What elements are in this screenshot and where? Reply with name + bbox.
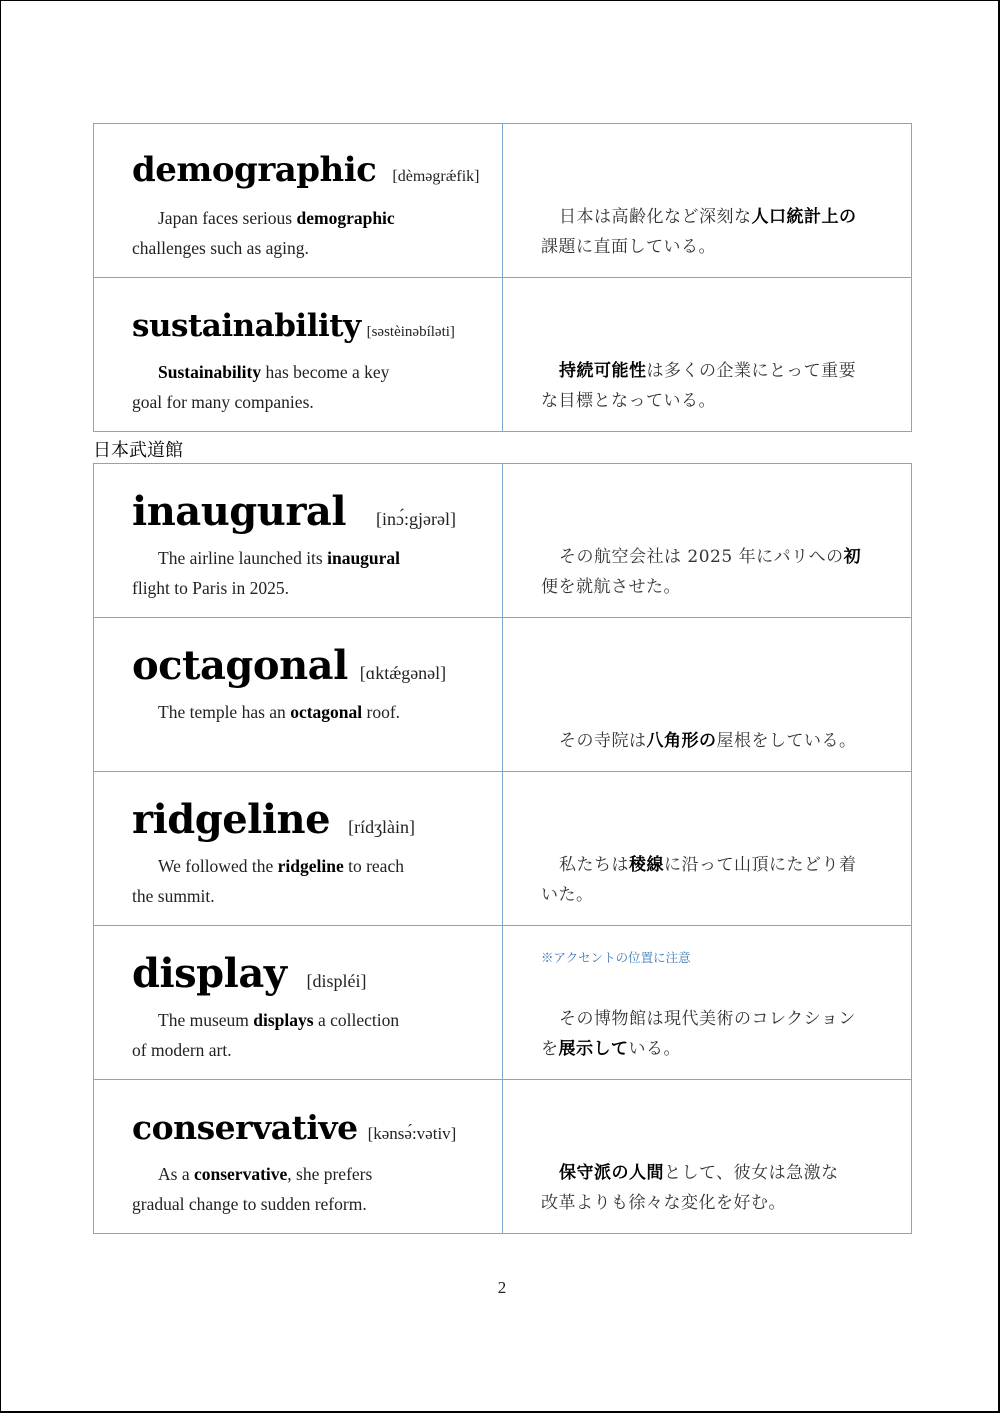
vocab-row (94, 926, 912, 1080)
pronunciation: [ɑktǽgənəl] (359, 663, 447, 683)
highlighted-translation: 初 (843, 547, 862, 567)
pronunciation: [rídʒlàin] (348, 817, 416, 837)
vocab-table-2 (93, 463, 912, 1234)
vocab-entry-cell (94, 772, 503, 926)
japanese-translation: 保守派の人間として、彼女は急激な 改革よりも徐々な変化を好む。 (541, 1163, 839, 1213)
translation-cell (503, 618, 912, 772)
japanese-translation: その寺院は八角形の屋根をしている。 (559, 731, 857, 751)
translation-cell (503, 772, 912, 926)
highlighted-word: displays (253, 1010, 314, 1030)
pronunciation: [səstèinəbíləti] (366, 324, 455, 340)
translation-cell (503, 464, 912, 618)
highlighted-word: conservative (193, 1164, 288, 1184)
vocab-row (94, 772, 912, 926)
highlighted-word: octagonal (290, 702, 363, 722)
pronunciation: [displéi] (306, 971, 367, 991)
translation-cell (503, 1080, 912, 1234)
example-sentence: The airline launched its inaugural flight to Paris in 2025. (132, 548, 401, 598)
vocab-word: demographic (132, 150, 377, 190)
vocab-entry-cell (94, 124, 503, 278)
accent-note: ※アクセントの位置に注意 (541, 950, 691, 965)
vocab-entry-cell (94, 1080, 503, 1234)
vocab-entry-cell (94, 618, 503, 772)
vocab-entry-cell (94, 464, 503, 618)
vocab-row (94, 464, 912, 618)
highlighted-word: ridgeline (277, 856, 344, 876)
vocab-word: sustainability (132, 308, 361, 344)
vocab-row (94, 618, 912, 772)
page-number: 2 (497, 1278, 507, 1297)
vocab-entry-cell (94, 926, 503, 1080)
vocab-word: octagonal (132, 642, 348, 689)
vocab-table-1 (93, 123, 912, 432)
pronunciation: [inɔ́:gjərəl] (376, 509, 456, 529)
highlighted-word: Sustainability (158, 362, 262, 382)
highlighted-translation: 稜線 (629, 855, 664, 875)
japanese-translation: その航空会社は 2025 年にパリへの初 便を就航させた。 (541, 547, 862, 597)
vocab-word: display (132, 950, 287, 997)
vocab-entry-cell (94, 278, 503, 432)
example-sentence: We followed the ridgeline to reach the summit. (132, 856, 404, 906)
highlighted-translation: 展示して (558, 1039, 629, 1059)
japanese-translation: 持続可能性は多くの企業にとって重要 な目標となっている。 (541, 361, 857, 411)
highlighted-word: demographic (296, 208, 395, 228)
highlighted-translation: 持続可能性 (559, 361, 647, 381)
highlighted-translation: 人口統計上の (751, 207, 857, 227)
example-sentence: As a conservative, she prefers gradual change to sudden reform. (132, 1164, 373, 1214)
pronunciation: [kənsə́:vətiv] (367, 1124, 457, 1143)
translation-cell (503, 124, 912, 278)
example-sentence: The temple has an octagonal roof. (158, 702, 401, 722)
japanese-translation: その博物館は現代美術のコレクション を展示している。 (541, 1009, 856, 1059)
vocab-word: conservative (132, 1108, 358, 1147)
vocab-row (94, 1080, 912, 1234)
example-sentence: Japan faces serious demographic challenges such as aging. (132, 208, 395, 258)
pronunciation: [dèməgrǽfik] (392, 168, 480, 185)
highlighted-translation: 八角形の (646, 731, 717, 751)
vocab-word: inaugural (132, 488, 347, 535)
japanese-translation: 私たちは稜線に沿って山頂にたどり着 いた。 (541, 855, 857, 905)
example-sentence: The museum displays a collection of modern art. (132, 1010, 400, 1060)
vocab-row (94, 124, 912, 278)
translation-cell (503, 926, 912, 1080)
translation-cell (503, 278, 912, 432)
example-sentence: Sustainability has become a key goal for many companies. (132, 362, 390, 412)
vocab-word: ridgeline (132, 796, 331, 843)
highlighted-translation: 保守派の人間 (559, 1163, 664, 1183)
vocab-row (94, 278, 912, 432)
section-label: 日本武道館 (93, 440, 183, 461)
highlighted-word: inaugural (327, 548, 401, 568)
japanese-translation: 日本は高齢化など深刻な人口統計上の 課題に直面している。 (541, 207, 857, 257)
